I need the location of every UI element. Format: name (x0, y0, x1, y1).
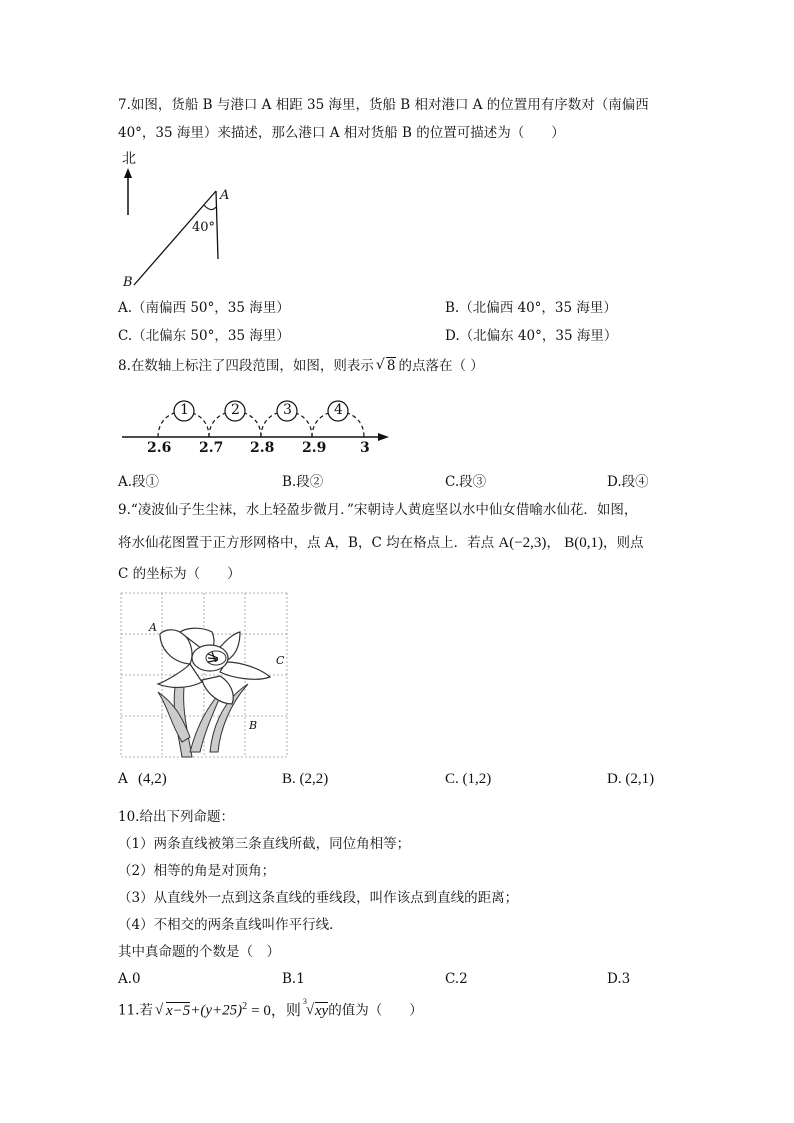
q9-figure-label-b: B (249, 719, 258, 732)
q8-tick-3: 3 (360, 440, 370, 456)
q9-point-a: A(−2,3) (498, 535, 547, 551)
q8-stem-after: 的点落在（ ） (398, 358, 484, 374)
q7-point-a-label: A (220, 188, 230, 203)
q8-segment-3: 3 (283, 402, 292, 418)
q9-option-a[interactable] (118, 772, 167, 787)
q10-item-1: （1）两条直线被第三条直线所截，同位角相等； (118, 836, 411, 852)
q9-line-2-text: 将水仙花图置于正方形网格中，点 A，B，C 均在格点上．若点 (118, 535, 495, 551)
q7-option-a[interactable]: A.（南偏西 50°，35 海里） (118, 300, 290, 316)
q7-option-b[interactable]: B.（北偏西 40°，35 海里） (445, 300, 617, 316)
q8-tick-2-8: 2.8 (250, 440, 275, 456)
q7-option-c[interactable]: C.（北偏东 50°，35 海里） (118, 328, 290, 344)
q9-line-1: 9.“凌波仙子生尘袜，水上轻盈步微月．”宋朝诗人黄庭坚以水中仙女借喻水仙花．如图， (118, 502, 638, 518)
q11-equals: = 0，则 (251, 1002, 301, 1019)
q10-option-b[interactable]: B.1 (282, 971, 305, 987)
q9-option-a-label: A (118, 771, 128, 787)
q10-item-2: （2）相等的角是对顶角； (118, 863, 276, 879)
q11-plus-term: +(y+25) (190, 1002, 243, 1019)
q8-tick-2-6: 2.6 (147, 440, 172, 456)
q11-prefix: 11.若 (118, 1002, 153, 1019)
q8-option-c[interactable]: C.段③ (445, 474, 487, 490)
q9-figure-label-c: C (276, 654, 285, 667)
q8-option-a[interactable]: A.段① (118, 474, 160, 490)
q10-ask: 其中真命题的个数是（ ） (118, 944, 280, 960)
q8-segment-2: 2 (231, 402, 240, 418)
q7-option-d[interactable]: D.（北偏东 40°，35 海里） (445, 328, 618, 344)
q7-point-b-label: B (123, 275, 133, 290)
q11-cbrt-index: 3 (302, 996, 307, 1006)
q10-title: 10.给出下列命题： (118, 809, 234, 825)
q7-angle-label: 40° (192, 220, 216, 235)
q9-line-2-tail: ，则点 (602, 535, 644, 551)
q7-north-label: 北 (122, 151, 136, 167)
q7-line-2: 40°，35 海里）来描述，那么港口 A 相对货船 B 的位置可描述为（ ） (118, 125, 565, 141)
q11-sqrt (155, 1002, 190, 1020)
q11-sqrt-radicand: x−5 (165, 1002, 191, 1019)
q8-sqrt-sign: √ (375, 357, 385, 373)
q8-sqrt-radicand: 8 (386, 358, 396, 374)
q8-option-b[interactable]: B.段② (282, 474, 324, 490)
q8-stem (118, 357, 484, 374)
q8-number-line (118, 395, 398, 445)
q11-stem (118, 996, 423, 1020)
q8-option-d[interactable]: D.段④ (607, 474, 649, 490)
q9-option-d[interactable]: D. (2,1) (607, 771, 655, 787)
q11-cbrt (302, 996, 329, 1020)
q9-line-2 (118, 536, 643, 551)
q11-cbrt-radicand: xy (314, 1002, 329, 1019)
q11-exponent: 2 (242, 1001, 248, 1012)
q11-sqrt-sign: √ (154, 1001, 164, 1018)
q11-suffix: 的值为（ ） (328, 1002, 423, 1019)
q8-sqrt (375, 357, 397, 374)
q8-segment-1: 1 (180, 402, 189, 418)
q10-item-3: （3）从直线外一点到这条直线的垂线段，叫作该点到直线的距离； (118, 890, 519, 906)
q9-point-b: B(0,1) (564, 535, 603, 551)
q9-separator: ， (546, 535, 560, 551)
q10-option-a[interactable]: A.0 (118, 971, 141, 987)
q8-stem-before: 8.在数轴上标注了四段范围，如图，则表示 (118, 358, 374, 374)
q8-tick-2-9: 2.9 (302, 440, 327, 456)
q8-tick-2-7: 2.7 (199, 440, 224, 456)
q11-cbrt-sign: √ (305, 1001, 315, 1018)
q8-segment-4: 4 (334, 402, 343, 418)
q10-item-4: （4）不相交的两条直线叫作平行线． (118, 917, 343, 933)
q9-option-c[interactable]: C. (1,2) (445, 771, 492, 787)
q10-option-d[interactable]: D.3 (607, 971, 631, 987)
q7-figure (110, 165, 240, 290)
q9-figure-label-a: A (149, 621, 157, 634)
q9-option-b[interactable]: B. (2,2) (282, 771, 329, 787)
q10-option-c[interactable]: C.2 (445, 971, 468, 987)
q9-option-a-value: (4,2) (138, 771, 167, 787)
q7-line-1: 7.如图，货船 B 与港口 A 相距 35 海里，货船 B 相对港口 A 的位置用有序数对（南偏西 (118, 97, 649, 113)
q9-flower-grid-figure (120, 592, 290, 760)
q9-line-3: C 的坐标为（ ） (118, 566, 241, 582)
